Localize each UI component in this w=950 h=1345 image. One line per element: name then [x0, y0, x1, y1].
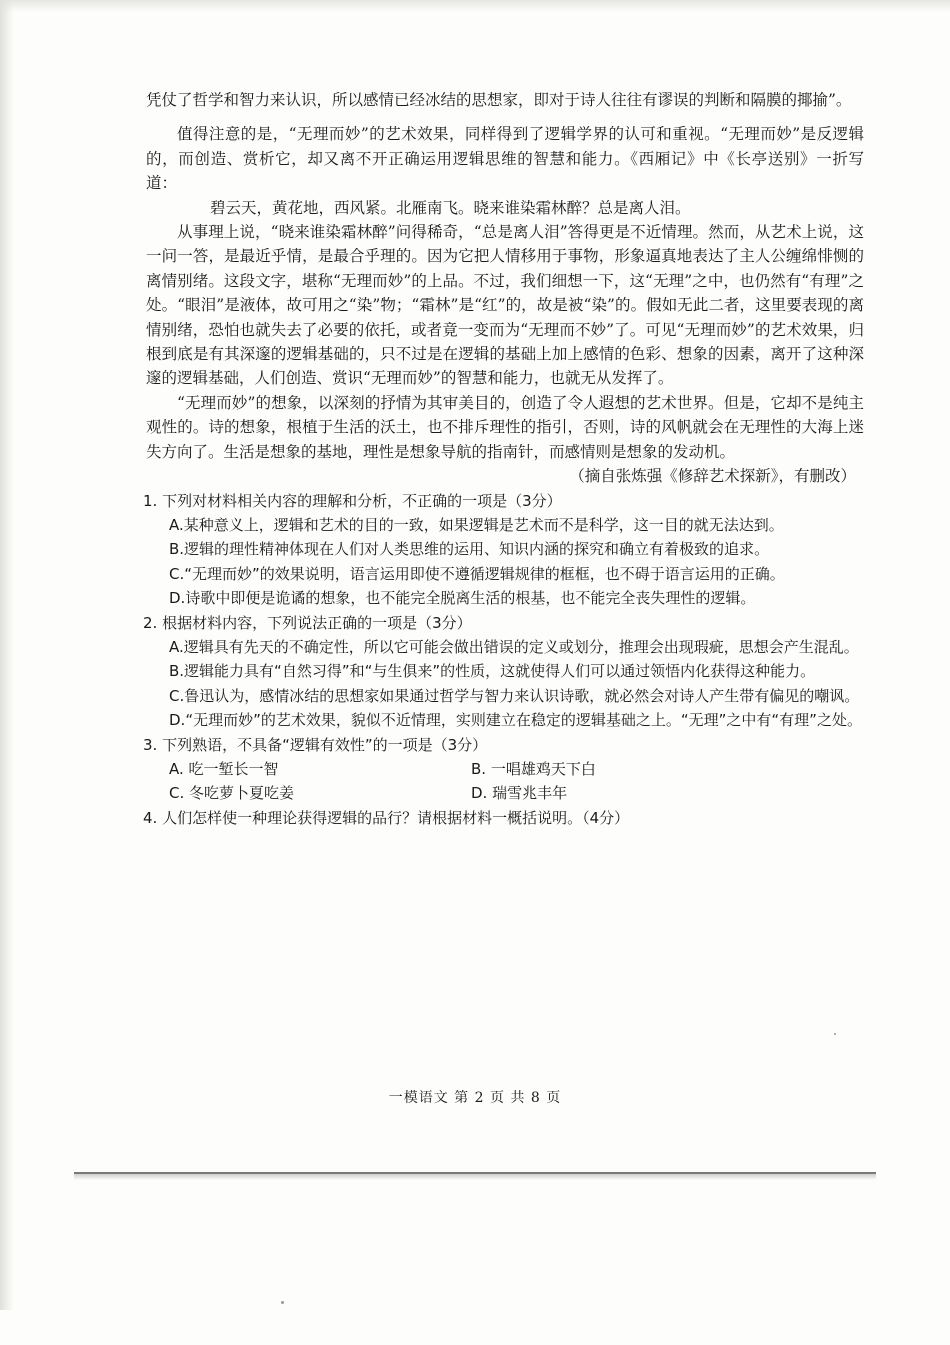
- question-2-stem: 2. 根据材料内容，下列说法正确的一项是（3分）: [143, 613, 472, 632]
- question-2-option-c: C.鲁迅认为，感情冰结的思想家如果通过哲学与智力来认识诗歌，就必然会对诗人产生带有偏见的嘲讽。: [169, 686, 860, 705]
- question-1-option-a: A.某种意义上，逻辑和艺术的目的一致，如果逻辑是艺术而不是科学，这一目的就无法达到。: [169, 515, 784, 534]
- scan-speck: [281, 1301, 284, 1304]
- question-1: [143, 489, 864, 611]
- passage-paragraph-2: 值得注意的是，“无理而妙”的艺术效果，同样得到了逻辑学界的认可和重视。“无理而妙”是反逻辑的，而创造、赏析它，却又离不开正确运用逻辑思维的智慧和能力。《西厢记》中《长亭送别》一折写道：: [146, 125, 864, 193]
- question-3-option-b: B. 一唱雄鸡天下白: [471, 759, 596, 778]
- question-1-option-b: B.逻辑的理性精神体现在人们对人类思维的运用、知识内涵的探究和确立有着极致的追求。: [169, 540, 770, 559]
- question-2: [143, 611, 864, 733]
- fold-shadow: [74, 1174, 876, 1180]
- question-2-option-b: B.逻辑能力具有“自然习得”和“与生俱来”的性质，这就使得人们可以通过领悟内化获得这种能力。: [169, 662, 816, 681]
- question-3-option-a: A. 吃一堑长一智: [169, 759, 279, 778]
- question-3-option-c: C. 冬吃萝卜夏吃姜: [169, 784, 295, 803]
- page-footer: 一模语文 第 2 页 共 8 页: [388, 1090, 562, 1106]
- question-3-row-1: [143, 757, 864, 781]
- question-3-option-d: D. 瑞雪兆丰年: [471, 784, 568, 803]
- scan-edge-left: [0, 0, 14, 1310]
- question-1-stem: 1. 下列对材料相关内容的理解和分析，不正确的一项是（3分）: [143, 491, 562, 510]
- poem-quote: 碧云天，黄花地，西风紧。北雁南飞。晓来谁染霜林醉？总是离人泪。: [210, 198, 691, 217]
- passage-source: （摘自张炼强《修辞艺术探新》，有删改）: [569, 467, 856, 486]
- question-2-option-d: D.“无理而妙”的艺术效果，貌似不近情理，实则建立在稳定的逻辑基础之上。“无理”之中有“有理”之处。: [169, 711, 862, 730]
- question-1-option-d: D.诗歌中即便是诡谲的想象，也不能完全脱离生活的根基，也不能完全丧失理性的逻辑。: [169, 589, 756, 608]
- question-1-option-c: C.“无理而妙”的效果说明，语言运用即使不遵循逻辑规律的框框，也不碍于语言运用的正确。: [169, 564, 785, 583]
- passage-paragraph-3: 从事理上说，“晓来谁染霜林醉”问得稀奇，“总是离人泪”答得更是不近情理。然而，从艺术上说，这一问一答，是最近乎情，是最合乎理的。因为它把人情移用于事物，形象逼真地表达了主人公缠绵悱恻的离情别绪。这段文字，堪称“无理而妙”的上品。不过，我们细想一下，这“无理”之中，也仍然有“有理”之处。“眼泪”是液体，故可用之“染”物；“霜林”是“红”的，故是被“染”的。假如无此二者，这里要表现的离情别绪，恐怕也就失去了必要的依托，或者竟一变而为“无理而不妙”了。可见“无理而妙”的艺术效果，归根到底是有其深邃的逻辑基础的，只不过是在逻辑的基础上加上感情的色彩、想象的因素，离开了这种深邃的逻辑基础，人们创造、赏识“无理而妙”的智慧和能力，也就无从发挥了。: [146, 223, 864, 388]
- question-4-stem: 4. 人们怎样使一种理论获得逻辑的品行？请根据材料一概括说明。（4分）: [143, 808, 630, 827]
- passage-paragraph-4: “无理而妙”的想象，以深刻的抒情为其审美目的，创造了令人遐想的艺术世界。但是，它却不是纯主观性的。诗的想象，根植于生活的沃土，也不排斥理性的指引，否则，诗的风帆就会在无理性的大海上迷失方向了。生活是想象的基地，理性是想象导航的指南针，而感情则是想象的发动机。: [146, 393, 864, 461]
- question-3-stem: 3. 下列熟语，不具备“逻辑有效性”的一项是（3分）: [143, 735, 488, 754]
- page-content: [143, 88, 864, 830]
- question-3: [143, 733, 864, 806]
- question-4: [143, 806, 864, 830]
- question-2-option-a: A.逻辑具有先天的不确定性，所以它可能会做出错误的定义或划分，推理会出现瑕疵，思想会产生混乱。: [169, 637, 859, 656]
- question-3-row-2: [143, 781, 864, 805]
- scan-edge-top: [0, 0, 950, 12]
- scan-speck: [834, 1033, 836, 1035]
- passage-paragraph-1: 凭仗了哲学和智力来认识，所以感情已经冰结的思想家，即对于诗人往往有谬误的判断和隔膜的揶揄”。: [146, 91, 852, 109]
